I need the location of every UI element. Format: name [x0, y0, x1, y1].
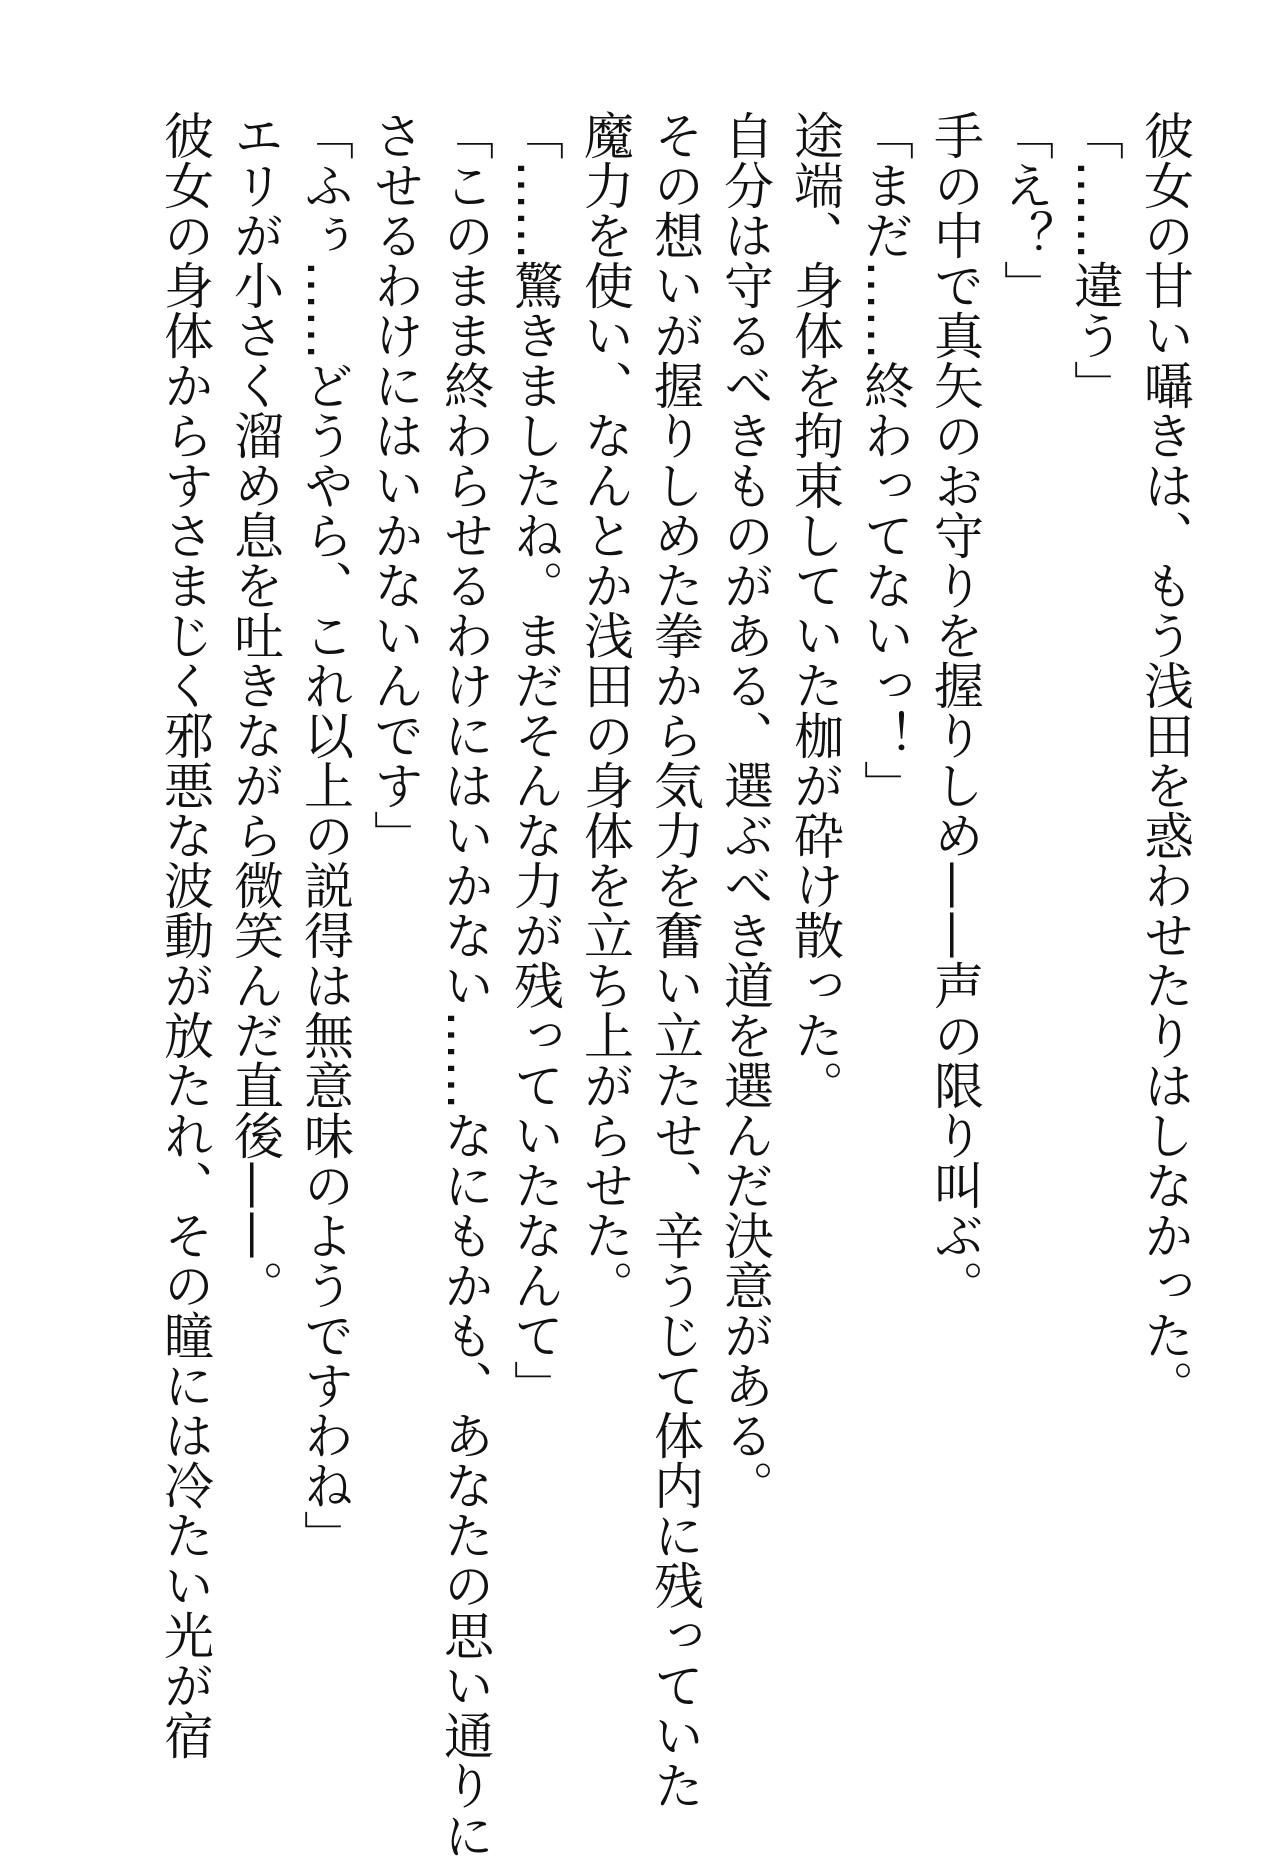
text-line-5: 「まだ……終わってないっ！」 [856, 110, 914, 810]
vertical-text-body [150, 110, 1200, 1860]
text-line-1: 彼女の甘い囁きは、もう浅田を惑わせたりはしなかった。 [1136, 110, 1194, 1410]
text-line-12: させるわけにはいかないんです」 [366, 110, 424, 860]
text-line-13: 「ふぅ……どうやら、これ以上の説得は無意味のようですわね」 [296, 110, 354, 1560]
text-line-4: 手の中で真矢のお守りを握りしめ——声の限り叫ぶ。 [926, 110, 984, 1310]
text-line-8: その想いが握りしめた拳から気力を奮い立たせ、辛うじて体内に残っていた [646, 110, 704, 1810]
text-line-10: 「……驚きましたね。まだそんな力が残っていたなんて」 [506, 110, 564, 1410]
text-line-9: 魔力を使い、なんとか浅田の身体を立ち上がらせた。 [576, 110, 634, 1310]
text-line-3: 「え？」 [996, 110, 1054, 310]
text-line-11: 「このまま終わらせるわけにはいかない……なにもかも、あなたの思い通りに [436, 110, 494, 1860]
text-line-6: 途端、身体を拘束していた枷が砕け散った。 [786, 110, 844, 1110]
text-line-15: 彼女の身体からすさまじく邪悪な波動が放たれ、その瞳には冷たい光が宿 [156, 110, 214, 1760]
text-line-7: 自分は守るべきものがある、選ぶべき道を選んだ決意がある。 [716, 110, 774, 1510]
text-line-14: エリが小さく溜め息を吐きながら微笑んだ直後——。 [226, 110, 284, 1310]
text-line-2: 「……違う」 [1066, 110, 1124, 410]
